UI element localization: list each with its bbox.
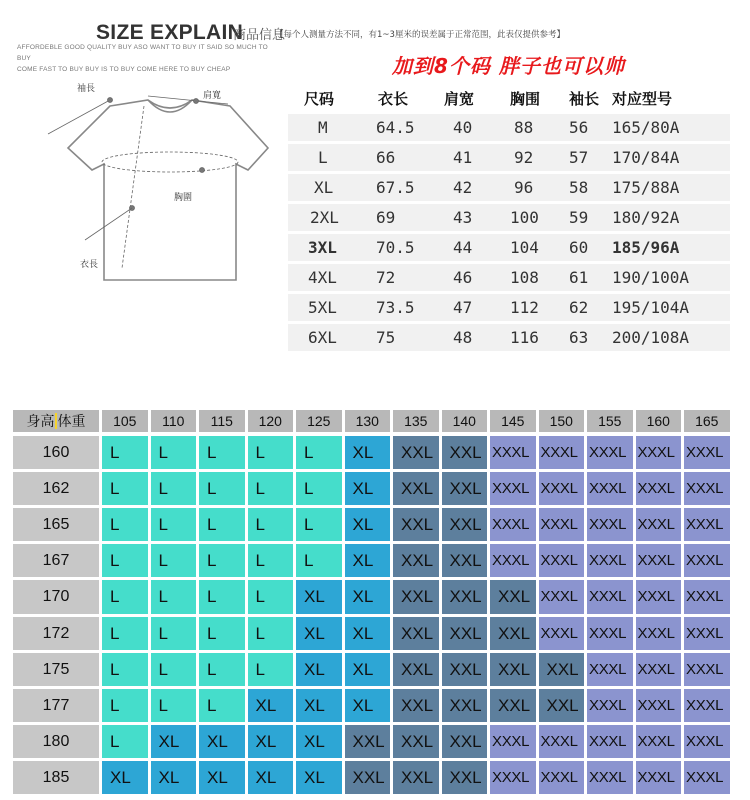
length-cell: 75 — [376, 328, 396, 347]
size-recommendation-cell: L — [296, 472, 342, 505]
size-cell: 3XL — [308, 238, 337, 257]
size-recommendation-cell: L — [248, 580, 294, 613]
model-cell: 195/104A — [612, 298, 690, 317]
shoulder-cell: 42 — [453, 178, 473, 197]
size-recommendation-cell: L — [296, 544, 342, 577]
height-header: 165 — [13, 508, 99, 541]
size-recommendation-cell: L — [102, 436, 148, 469]
size-cell: L — [318, 148, 328, 167]
size-recommendation-cell: L — [151, 472, 197, 505]
weight-header: 115 — [199, 410, 245, 432]
measure-lines-icon — [48, 96, 238, 268]
size-recommendation-cell: XXXL — [539, 761, 585, 794]
chest-cell: 88 — [514, 118, 534, 137]
size-recommendation-cell: XXL — [393, 508, 439, 541]
size-recommendation-cell: XXXL — [636, 761, 682, 794]
size-recommendation-cell: L — [199, 508, 245, 541]
size-recommendation-cell: L — [102, 725, 148, 758]
size-recommendation-cell: XL — [151, 761, 197, 794]
size-recommendation-cell: L — [199, 436, 245, 469]
size-recommendation-cell: XXL — [393, 653, 439, 686]
size-recommendation-cell: L — [102, 544, 148, 577]
size-recommendation-cell: XXXL — [684, 436, 730, 469]
size-recommendation-cell: XXL — [490, 580, 536, 613]
size-recommendation-cell: XXXL — [587, 689, 633, 722]
size-recommendation-cell: XXXL — [684, 580, 730, 613]
size-recommendation-cell: XXL — [490, 689, 536, 722]
size-recommendation-cell: L — [102, 689, 148, 722]
chest-cell: 116 — [510, 328, 539, 347]
sleeve-cell: 61 — [569, 268, 589, 287]
size-cell: XL — [314, 178, 334, 197]
chest-cell: 112 — [510, 298, 539, 317]
size-recommendation-cell: XXL — [393, 472, 439, 505]
size-recommendation-cell: XL — [296, 617, 342, 650]
grid-corner-label — [13, 410, 99, 432]
size-recommendation-cell: XL — [248, 725, 294, 758]
size-recommendation-cell: XXL — [393, 580, 439, 613]
size-recommendation-cell: XL — [248, 689, 294, 722]
length-label: 衣長 — [80, 260, 99, 270]
size-recommendation-cell: XXXL — [490, 544, 536, 577]
size-recommendation-cell: XXL — [393, 544, 439, 577]
weight-header: 105 — [102, 410, 148, 432]
size-table-header — [288, 86, 730, 112]
size-recommendation-cell: XXL — [442, 725, 488, 758]
weight-header: 150 — [539, 410, 585, 432]
height-header: 185 — [13, 761, 99, 794]
shoulder-cell: 47 — [453, 298, 473, 317]
sleeve-label: 袖長 — [77, 84, 96, 94]
size-recommendation-cell: XXL — [442, 653, 488, 686]
size-recommendation-cell: L — [102, 580, 148, 613]
size-row — [288, 324, 730, 351]
length-cell: 64.5 — [376, 118, 415, 137]
size-recommendation-cell: L — [199, 544, 245, 577]
size-cell: 6XL — [308, 328, 337, 347]
size-recommendation-cell: XXL — [393, 761, 439, 794]
size-recommendation-cell: XXL — [442, 761, 488, 794]
size-recommendation-cell: XXL — [442, 436, 488, 469]
size-recommendation-cell: XL — [296, 689, 342, 722]
length-cell: 67.5 — [376, 178, 415, 197]
size-recommendation-cell: XXL — [345, 725, 391, 758]
weight-header: 110 — [151, 410, 197, 432]
col-size: 尺码 — [304, 90, 335, 108]
size-row — [288, 204, 730, 231]
size-row — [288, 144, 730, 171]
size-cell: M — [318, 118, 328, 137]
size-row — [288, 294, 730, 321]
model-cell: 190/100A — [612, 268, 690, 287]
size-recommendation-cell: XL — [296, 653, 342, 686]
size-recommendation-cell: XXXL — [684, 653, 730, 686]
size-recommendation-cell: XXXL — [539, 436, 585, 469]
model-cell: 170/84A — [612, 148, 680, 167]
chest-cell: 100 — [510, 208, 539, 227]
size-recommendation-cell: XL — [345, 689, 391, 722]
size-recommendation-cell: XXXL — [587, 653, 633, 686]
size-recommendation-cell: XXL — [393, 617, 439, 650]
size-recommendation-cell: XXXL — [636, 653, 682, 686]
weight-header: 140 — [442, 410, 488, 432]
size-recommendation-cell: XXXL — [636, 472, 682, 505]
size-recommendation-cell: XL — [248, 761, 294, 794]
size-recommendation-cell: L — [102, 617, 148, 650]
size-recommendation-cell: XXXL — [684, 689, 730, 722]
size-recommendation-cell: XL — [151, 725, 197, 758]
col-chest: 胸围 — [510, 90, 541, 108]
measurement-note: 【每个人测量方法不同，有1~3厘米的误差属于正常范围，此表仅提供参考】 — [275, 30, 565, 40]
size-recommendation-cell: L — [151, 580, 197, 613]
chest-cell: 96 — [514, 178, 534, 197]
length-cell: 69 — [376, 208, 396, 227]
col-length: 衣长 — [378, 90, 409, 108]
size-recommendation-cell: XXXL — [539, 472, 585, 505]
size-recommendation-cell: XL — [345, 580, 391, 613]
height-header: 180 — [13, 725, 99, 758]
shoulder-label: 肩寬 — [203, 91, 222, 101]
sleeve-cell: 63 — [569, 328, 589, 347]
size-recommendation-cell: XL — [199, 725, 245, 758]
size-recommendation-cell: XXL — [442, 544, 488, 577]
size-recommendation-cell: XXXL — [587, 761, 633, 794]
size-row — [288, 174, 730, 201]
size-recommendation-cell: XXL — [393, 436, 439, 469]
size-recommendation-cell: XXXL — [684, 508, 730, 541]
height-header: 175 — [13, 653, 99, 686]
size-recommendation-cell: XXL — [490, 653, 536, 686]
size-recommendation-cell: L — [248, 472, 294, 505]
size-recommendation-cell: XXXL — [636, 436, 682, 469]
height-header: 160 — [13, 436, 99, 469]
size-recommendation-cell: XXL — [442, 508, 488, 541]
weight-header: 155 — [587, 410, 633, 432]
model-cell: 200/108A — [612, 328, 690, 347]
size-cell: 2XL — [310, 208, 339, 227]
size-recommendation-cell: L — [199, 617, 245, 650]
size-recommendation-cell: XL — [345, 544, 391, 577]
weight-header: 135 — [393, 410, 439, 432]
size-row — [288, 264, 730, 291]
tshirt-outline-icon — [68, 100, 268, 280]
tagline-line-2: COME FAST TO BUY BUY IS TO BUY COME HERE TO BUY CHEAP — [17, 66, 231, 73]
size-recommendation-cell: L — [248, 508, 294, 541]
size-recommendation-cell: XXXL — [490, 508, 536, 541]
size-recommendation-cell: XXL — [393, 689, 439, 722]
size-recommendation-cell: XXL — [442, 617, 488, 650]
size-recommendation-cell: XXXL — [636, 725, 682, 758]
model-cell: 165/80A — [612, 118, 680, 137]
size-recommendation-cell: XXXL — [587, 508, 633, 541]
size-recommendation-cell: XXL — [539, 689, 585, 722]
shoulder-cell: 46 — [453, 268, 473, 287]
size-recommendation-cell: L — [296, 508, 342, 541]
size-recommendation-cell: L — [102, 508, 148, 541]
chest-label: 胸圍 — [174, 193, 193, 203]
size-recommendation-cell: L — [248, 653, 294, 686]
height-header: 177 — [13, 689, 99, 722]
shoulder-cell: 44 — [453, 238, 473, 257]
size-recommendation-cell: L — [296, 436, 342, 469]
size-recommendation-cell: XXXL — [587, 544, 633, 577]
weight-header: 145 — [490, 410, 536, 432]
size-recommendation-cell: XXXL — [684, 725, 730, 758]
size-recommendation-cell: L — [102, 653, 148, 686]
sleeve-cell: 56 — [569, 118, 589, 137]
size-recommendation-cell: L — [248, 617, 294, 650]
size-recommendation-cell: XXL — [442, 689, 488, 722]
size-recommendation-cell: L — [102, 472, 148, 505]
size-recommendation-cell: XL — [296, 725, 342, 758]
size-recommendation-cell: XXXL — [636, 617, 682, 650]
size-recommendation-cell: XL — [345, 653, 391, 686]
weight-header: 120 — [248, 410, 294, 432]
height-header: 170 — [13, 580, 99, 613]
sleeve-cell: 59 — [569, 208, 589, 227]
chest-cell: 108 — [510, 268, 539, 287]
size-recommendation-cell: L — [151, 508, 197, 541]
size-recommendation-cell: L — [151, 617, 197, 650]
tshirt-diagram — [40, 70, 280, 290]
length-cell: 73.5 — [376, 298, 415, 317]
size-recommendation-cell: XXL — [539, 653, 585, 686]
corner-height-label: 身高 — [26, 413, 55, 429]
size-recommendation-cell: XL — [102, 761, 148, 794]
size-recommendation-cell: XXXL — [587, 617, 633, 650]
size-recommendation-cell: XXXL — [539, 617, 585, 650]
size-recommendation-cell: XL — [296, 580, 342, 613]
shoulder-cell: 41 — [453, 148, 473, 167]
size-recommendation-cell: XXXL — [539, 580, 585, 613]
sleeve-cell: 57 — [569, 148, 589, 167]
size-recommendation-cell: XXXL — [684, 544, 730, 577]
size-row — [288, 234, 730, 261]
tagline-line-1: AFFORDEBLE GOOD QUALITY BUY ASO WANT TO BUY IT SAID SO MUCH TO BUY — [17, 44, 268, 62]
size-cell: 4XL — [308, 268, 337, 287]
height-header: 162 — [13, 472, 99, 505]
size-recommendation-cell: XXXL — [587, 472, 633, 505]
size-recommendation-cell: XL — [345, 508, 391, 541]
size-recommendation-cell: XL — [345, 436, 391, 469]
size-recommendation-cell: L — [151, 653, 197, 686]
size-recommendation-cell: XXXL — [490, 472, 536, 505]
size-row — [288, 114, 730, 141]
size-recommendation-cell: XXL — [345, 761, 391, 794]
size-recommendation-cell: L — [199, 472, 245, 505]
weight-header: 130 — [345, 410, 391, 432]
size-recommendation-cell: L — [151, 436, 197, 469]
fit-grid — [13, 410, 737, 790]
weight-header: 125 — [296, 410, 342, 432]
size-recommendation-cell: XXXL — [539, 725, 585, 758]
shoulder-cell: 43 — [453, 208, 473, 227]
height-header: 167 — [13, 544, 99, 577]
col-shoulder: 肩宽 — [444, 90, 475, 108]
size-recommendation-cell: XL — [199, 761, 245, 794]
size-recommendation-cell: XL — [296, 761, 342, 794]
sleeve-cell: 62 — [569, 298, 589, 317]
size-recommendation-cell: XXXL — [587, 725, 633, 758]
size-recommendation-cell: XXXL — [636, 544, 682, 577]
size-recommendation-cell: XXXL — [636, 508, 682, 541]
size-recommendation-cell: XXXL — [490, 761, 536, 794]
size-recommendation-cell: XXXL — [684, 617, 730, 650]
size-recommendation-cell: XXXL — [539, 544, 585, 577]
page-title: SIZE EXPLAIN — [96, 21, 244, 44]
chest-cell: 92 — [514, 148, 534, 167]
chest-cell: 104 — [510, 238, 539, 257]
shoulder-cell: 40 — [453, 118, 473, 137]
size-recommendation-cell: XXL — [490, 617, 536, 650]
corner-weight-label: 体重 — [55, 413, 86, 429]
size-recommendation-cell: XXXL — [587, 436, 633, 469]
size-recommendation-cell: XXXL — [490, 725, 536, 758]
size-recommendation-cell: XL — [345, 472, 391, 505]
size-recommendation-cell: XXL — [442, 472, 488, 505]
size-recommendation-cell: L — [151, 544, 197, 577]
height-header: 172 — [13, 617, 99, 650]
shoulder-cell: 48 — [453, 328, 473, 347]
size-recommendation-cell: XXXL — [636, 580, 682, 613]
weight-header: 165 — [684, 410, 730, 432]
size-cell: 5XL — [308, 298, 337, 317]
weight-header: 160 — [636, 410, 682, 432]
model-cell: 175/88A — [612, 178, 680, 197]
length-cell: 70.5 — [376, 238, 415, 257]
size-recommendation-cell: XXXL — [539, 508, 585, 541]
length-cell: 72 — [376, 268, 396, 287]
size-recommendation-cell: L — [199, 580, 245, 613]
size-recommendation-cell: L — [151, 689, 197, 722]
size-recommendation-cell: XXL — [442, 580, 488, 613]
sleeve-cell: 60 — [569, 238, 589, 257]
size-recommendation-cell: L — [199, 689, 245, 722]
size-recommendation-cell: L — [199, 653, 245, 686]
size-recommendation-cell: XXXL — [684, 761, 730, 794]
sleeve-cell: 58 — [569, 178, 589, 197]
page-title-cn: 商品信息 — [233, 28, 286, 43]
size-recommendation-cell: XXXL — [684, 472, 730, 505]
size-recommendation-cell: XXL — [393, 725, 439, 758]
size-recommendation-cell: XL — [345, 617, 391, 650]
size-recommendation-cell: L — [248, 544, 294, 577]
col-model: 对应型号 — [612, 90, 673, 108]
model-cell: 185/96A — [612, 238, 680, 257]
length-cell: 66 — [376, 148, 396, 167]
size-recommendation-cell: XXXL — [490, 436, 536, 469]
size-recommendation-cell: XXXL — [636, 689, 682, 722]
size-recommendation-cell: XXXL — [587, 580, 633, 613]
col-sleeve: 袖长 — [569, 90, 600, 108]
promo-banner: 加到8个码 胖子也可以帅 — [392, 54, 625, 78]
size-recommendation-cell: L — [248, 436, 294, 469]
model-cell: 180/92A — [612, 208, 680, 227]
